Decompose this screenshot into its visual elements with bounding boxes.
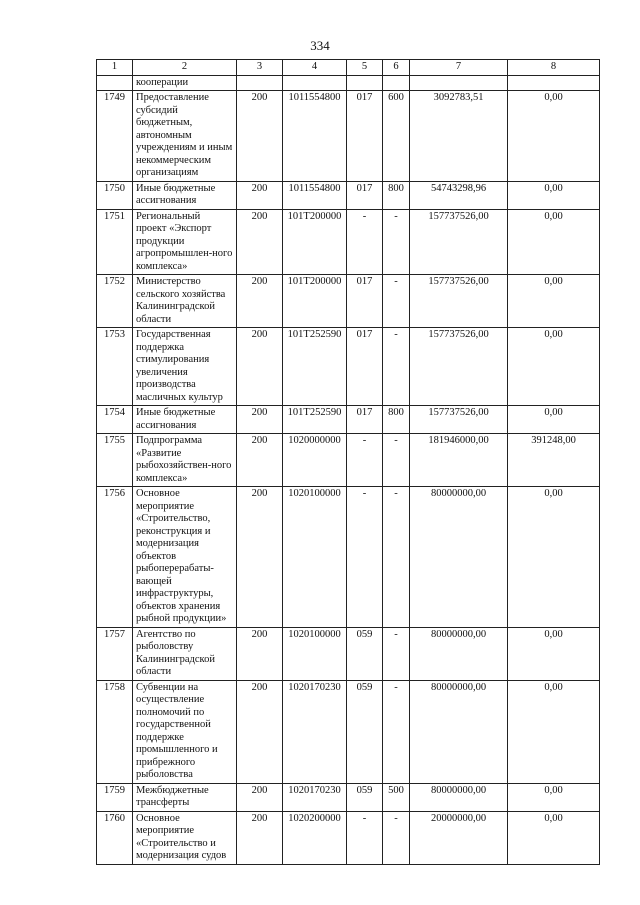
col3-cell: 200: [237, 406, 283, 434]
col6-cell: 500: [383, 783, 410, 811]
amount-cell: 157737526,00: [410, 406, 508, 434]
table-row: [97, 406, 600, 434]
item-name-cell: Иные бюджетные ассигнования: [133, 181, 237, 209]
table-row: [97, 680, 600, 783]
amount-cell: 181946000,00: [410, 434, 508, 487]
item-name-cell: Агентство по рыболовству Калининградской области: [133, 627, 237, 680]
table-row: [97, 627, 600, 680]
col8-cell: 0,00: [508, 91, 600, 182]
table-row: [97, 181, 600, 209]
target-code-cell: 101T252590: [283, 406, 347, 434]
table-row: [97, 91, 600, 182]
col3-cell: 200: [237, 91, 283, 182]
col6-cell: 800: [383, 181, 410, 209]
col8-cell: 0,00: [508, 275, 600, 328]
table-row: [97, 434, 600, 487]
item-name-cell: Министерство сельского хозяйства Калининградской области: [133, 275, 237, 328]
col6-cell: -: [383, 627, 410, 680]
target-code-cell: 1020000000: [283, 434, 347, 487]
table-row: [97, 783, 600, 811]
row-number-cell: 1757: [97, 627, 133, 680]
target-code-cell: 1020100000: [283, 627, 347, 680]
column-header: 8: [508, 60, 600, 76]
target-code-cell: 1020170230: [283, 783, 347, 811]
col6-cell: 800: [383, 406, 410, 434]
col3-cell: 200: [237, 680, 283, 783]
item-name-cell: Государственная поддержка стимулирования увеличения производства масличных культур: [133, 328, 237, 406]
item-name-cell: Субвенции на осуществление полномочий по государственной поддержке промышленного и прибрежного рыболовства: [133, 680, 237, 783]
row-number-cell: 1750: [97, 181, 133, 209]
item-name-cell: Основное мероприятие «Строительство и модернизация судов: [133, 811, 237, 864]
item-name-cell: Региональный проект «Экспорт продукции агропромышлен-ного комплекса»: [133, 209, 237, 275]
col8-cell: 0,00: [508, 406, 600, 434]
header-row: [97, 60, 600, 76]
col5-cell: 017: [347, 91, 383, 182]
table-row: [97, 328, 600, 406]
col8-cell: 0,00: [508, 209, 600, 275]
col5-cell: -: [347, 811, 383, 864]
row-number-cell: 1749: [97, 91, 133, 182]
item-name-cell: Предоставление субсидий бюджетным, автономным учреждениям и иным некоммерческим организациям: [133, 91, 237, 182]
budget-table: [96, 59, 600, 865]
target-code-cell: 1011554800: [283, 91, 347, 182]
column-header: 2: [133, 60, 237, 76]
col6-cell: -: [383, 811, 410, 864]
target-code-cell: 101T200000: [283, 209, 347, 275]
col6-cell: -: [383, 680, 410, 783]
col8-cell: 391248,00: [508, 434, 600, 487]
item-name-cell: Основное мероприятие «Строительство, реконструкция и модернизация объектов рыбоперерабаты-вающей инфраструктуры, объектов хранения рыбной продукции»: [133, 487, 237, 628]
col5-cell: 017: [347, 275, 383, 328]
col8-cell: 0,00: [508, 680, 600, 783]
col6-cell: -: [383, 434, 410, 487]
target-code-cell: 1020170230: [283, 680, 347, 783]
col5-cell: 017: [347, 181, 383, 209]
amount-cell: 20000000,00: [410, 811, 508, 864]
continuation-text: кооперации: [133, 75, 237, 91]
item-name-cell: Иные бюджетные ассигнования: [133, 406, 237, 434]
item-name-cell: Подпрограмма «Развитие рыбохозяйствен-ного комплекса»: [133, 434, 237, 487]
row-number-cell: 1753: [97, 328, 133, 406]
col3-cell: 200: [237, 487, 283, 628]
col3-cell: 200: [237, 328, 283, 406]
col3-cell: 200: [237, 275, 283, 328]
amount-cell: 54743298,96: [410, 181, 508, 209]
amount-cell: 80000000,00: [410, 783, 508, 811]
column-header: 6: [383, 60, 410, 76]
page-number: 334: [310, 38, 330, 53]
target-code-cell: 101T200000: [283, 275, 347, 328]
amount-cell: 157737526,00: [410, 328, 508, 406]
col8-cell: 0,00: [508, 487, 600, 628]
row-number-cell: 1755: [97, 434, 133, 487]
column-header: 4: [283, 60, 347, 76]
amount-cell: 3092783,51: [410, 91, 508, 182]
col5-cell: -: [347, 487, 383, 628]
row-number-cell: 1759: [97, 783, 133, 811]
col5-cell: 059: [347, 680, 383, 783]
col5-cell: 017: [347, 328, 383, 406]
col5-cell: 059: [347, 627, 383, 680]
col5-cell: 059: [347, 783, 383, 811]
table-row: [97, 487, 600, 628]
col5-cell: -: [347, 434, 383, 487]
row-number-cell: 1751: [97, 209, 133, 275]
continuation-row: [97, 75, 600, 91]
col6-cell: -: [383, 209, 410, 275]
col8-cell: 0,00: [508, 783, 600, 811]
column-header: 1: [97, 60, 133, 76]
col6-cell: 600: [383, 91, 410, 182]
table-row: [97, 209, 600, 275]
col6-cell: -: [383, 487, 410, 628]
col3-cell: 200: [237, 783, 283, 811]
column-header: 3: [237, 60, 283, 76]
row-number-cell: 1756: [97, 487, 133, 628]
column-header: 7: [410, 60, 508, 76]
target-code-cell: 1020200000: [283, 811, 347, 864]
col3-cell: 200: [237, 627, 283, 680]
amount-cell: 80000000,00: [410, 627, 508, 680]
target-code-cell: 1020100000: [283, 487, 347, 628]
col8-cell: 0,00: [508, 181, 600, 209]
col6-cell: -: [383, 328, 410, 406]
row-number-cell: 1754: [97, 406, 133, 434]
table-row: [97, 811, 600, 864]
row-number-cell: 1752: [97, 275, 133, 328]
target-code-cell: 1011554800: [283, 181, 347, 209]
target-code-cell: 101T252590: [283, 328, 347, 406]
col5-cell: -: [347, 209, 383, 275]
amount-cell: 157737526,00: [410, 275, 508, 328]
col3-cell: 200: [237, 181, 283, 209]
col3-cell: 200: [237, 434, 283, 487]
column-header: 5: [347, 60, 383, 76]
amount-cell: 157737526,00: [410, 209, 508, 275]
col8-cell: 0,00: [508, 627, 600, 680]
row-number-cell: 1760: [97, 811, 133, 864]
table-row: [97, 275, 600, 328]
col8-cell: 0,00: [508, 328, 600, 406]
amount-cell: 80000000,00: [410, 487, 508, 628]
item-name-cell: Межбюджетные трансферты: [133, 783, 237, 811]
col3-cell: 200: [237, 811, 283, 864]
col6-cell: -: [383, 275, 410, 328]
col8-cell: 0,00: [508, 811, 600, 864]
col5-cell: 017: [347, 406, 383, 434]
row-number-cell: 1758: [97, 680, 133, 783]
col3-cell: 200: [237, 209, 283, 275]
amount-cell: 80000000,00: [410, 680, 508, 783]
